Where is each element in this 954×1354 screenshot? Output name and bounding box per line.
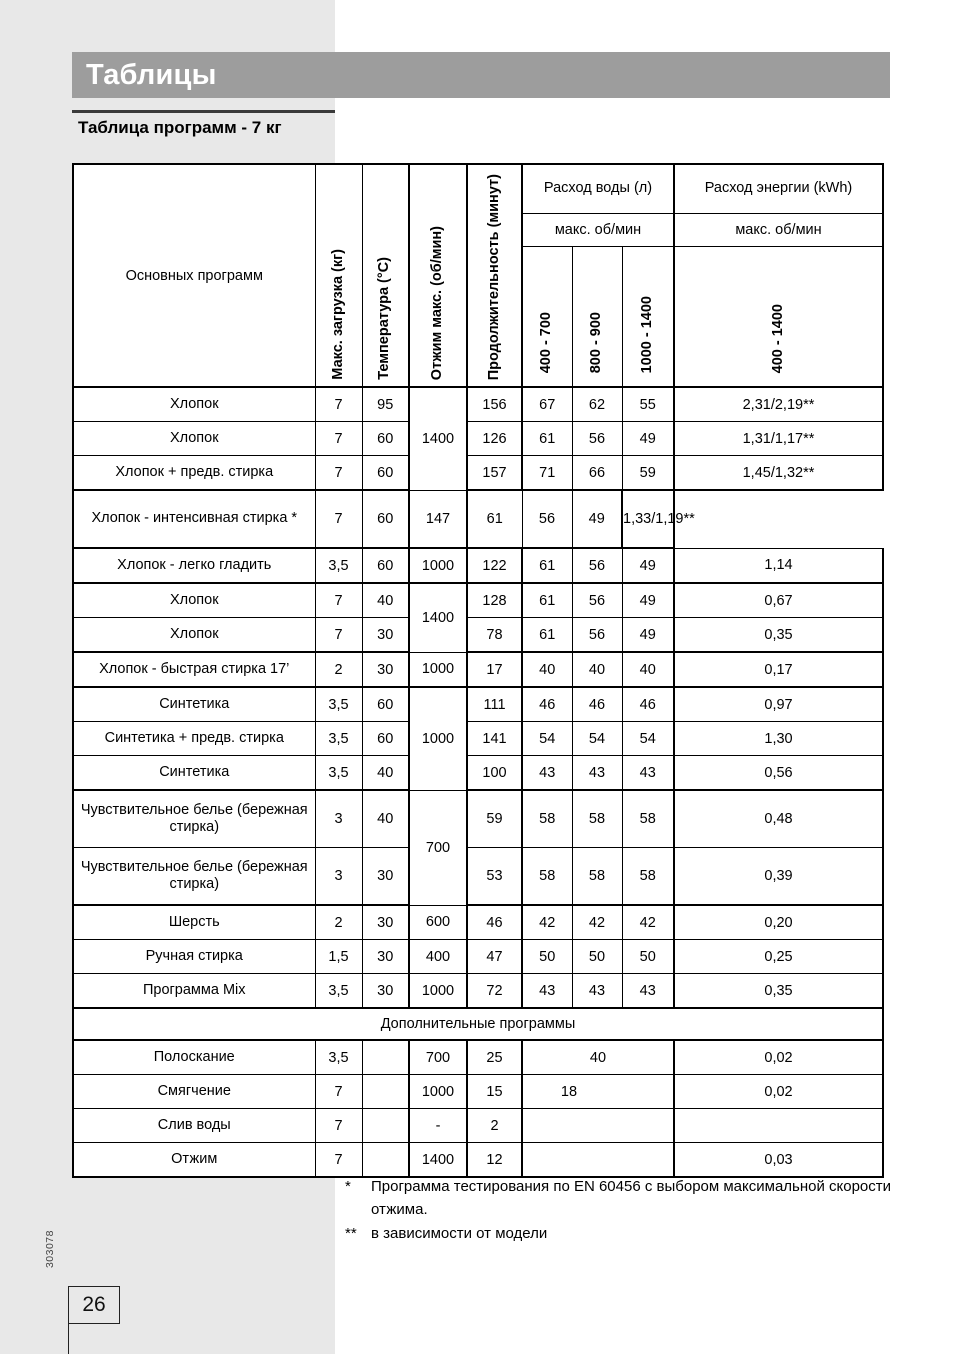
row-name: Хлопок - быстрая стирка 17’ xyxy=(73,652,315,687)
table-row xyxy=(73,790,883,848)
row-water-merged xyxy=(522,1109,674,1143)
extra-programs-header-row xyxy=(73,1008,883,1040)
row-temp: 30 xyxy=(362,618,409,653)
header-water-range-1-label: 400 - 700 xyxy=(538,312,555,374)
footnote-mark: * xyxy=(345,1178,351,1195)
row-water-2: 40 xyxy=(572,652,622,687)
row-water-2: 66 xyxy=(572,456,622,491)
row-energy xyxy=(674,1109,883,1143)
row-energy: 0,02 xyxy=(674,1075,883,1109)
row-load: 1,5 xyxy=(315,940,362,974)
row-temp: 40 xyxy=(362,756,409,791)
row-load: 7 xyxy=(315,618,362,653)
row-temp: 40 xyxy=(362,583,409,618)
document-code: 303078 xyxy=(44,1230,56,1269)
row-load: 7 xyxy=(315,490,362,548)
row-energy: 0,56 xyxy=(674,756,883,791)
row-energy: 0,35 xyxy=(674,618,883,653)
row-spin: 1400 xyxy=(409,1143,467,1178)
row-name: Ручная стирка xyxy=(73,940,315,974)
row-name: Отжим xyxy=(73,1143,315,1178)
row-duration: 157 xyxy=(467,456,522,491)
row-water-merged: 40 xyxy=(522,1040,674,1075)
header-programs: Основных программ xyxy=(73,164,315,387)
footnote-item xyxy=(345,1223,905,1246)
row-name: Хлопок - интенсивная стирка * xyxy=(73,490,315,548)
row-duration: 122 xyxy=(467,548,522,583)
table-row xyxy=(73,905,883,940)
table-row xyxy=(73,722,883,756)
table-row xyxy=(73,687,883,722)
row-water-2: 54 xyxy=(572,722,622,756)
row-water-2: 56 xyxy=(572,548,622,583)
row-water-3: 55 xyxy=(622,387,674,422)
header-water-range-2 xyxy=(572,247,622,388)
row-water-3: 49 xyxy=(622,548,674,583)
row-temp xyxy=(362,1143,409,1178)
footnote-item xyxy=(345,1176,905,1221)
row-water-3: 40 xyxy=(622,652,674,687)
chapter-title-bar xyxy=(72,52,890,98)
row-name: Чувствительное белье (бережная стирка) xyxy=(73,790,315,848)
program-table-wrapper xyxy=(72,163,882,1178)
table-row xyxy=(73,456,883,491)
row-energy: 0,03 xyxy=(674,1143,883,1178)
row-duration: 46 xyxy=(467,905,522,940)
row-load: 3 xyxy=(315,790,362,848)
row-temp xyxy=(362,1075,409,1109)
row-name: Хлопок xyxy=(73,583,315,618)
row-name: Полоскание xyxy=(73,1040,315,1075)
row-temp: 60 xyxy=(362,456,409,491)
row-temp: 60 xyxy=(362,422,409,456)
row-water-3: 43 xyxy=(622,974,674,1009)
row-water-1: 43 xyxy=(522,974,572,1009)
row-water-2: 42 xyxy=(572,905,622,940)
row-water-2: 43 xyxy=(572,974,622,1009)
row-name: Хлопок + предв. стирка xyxy=(73,456,315,491)
row-load: 2 xyxy=(315,905,362,940)
row-name: Хлопок xyxy=(73,422,315,456)
row-temp: 60 xyxy=(362,687,409,722)
row-load: 3,5 xyxy=(315,974,362,1009)
row-water-3: 50 xyxy=(622,940,674,974)
row-name: Слив воды xyxy=(73,1109,315,1143)
row-water-3: 42 xyxy=(622,905,674,940)
row-load: 7 xyxy=(315,1143,362,1178)
row-water-2: 62 xyxy=(572,387,622,422)
row-name: Программа Mix xyxy=(73,974,315,1009)
row-duration: 128 xyxy=(467,583,522,618)
row-water-3: 58 xyxy=(622,848,674,906)
row-load: 2 xyxy=(315,652,362,687)
table-row xyxy=(73,1040,883,1075)
chapter-title: Таблицы xyxy=(86,58,217,91)
row-water-2: 58 xyxy=(572,848,622,906)
row-energy: 0,48 xyxy=(674,790,883,848)
row-name: Смягчение xyxy=(73,1075,315,1109)
row-temp: 30 xyxy=(362,652,409,687)
row-spin: - xyxy=(409,1109,467,1143)
table-row xyxy=(73,1109,883,1143)
row-spin: 700 xyxy=(409,1040,467,1075)
row-water-3: 49 xyxy=(572,490,622,548)
row-water-1: 42 xyxy=(522,905,572,940)
row-load: 3,5 xyxy=(315,1040,362,1075)
row-temp: 60 xyxy=(362,722,409,756)
header-energy-range-1-label: 400 - 1400 xyxy=(769,304,786,374)
footnote-text: в зависимости от модели xyxy=(371,1225,548,1242)
row-temp: 40 xyxy=(362,790,409,848)
table-row xyxy=(73,1075,883,1109)
row-duration: 78 xyxy=(467,618,522,653)
page-number-tail xyxy=(68,1322,69,1354)
row-load: 7 xyxy=(315,456,362,491)
row-water-merged xyxy=(522,1143,674,1178)
row-duration: 126 xyxy=(467,422,522,456)
row-water-1: 61 xyxy=(522,618,572,653)
header-duration xyxy=(467,164,522,387)
row-temp: 60 xyxy=(362,490,409,548)
row-spin: 1000 xyxy=(409,652,467,687)
row-water-3: 49 xyxy=(622,422,674,456)
table-header-row-1 xyxy=(73,164,883,214)
row-duration: 25 xyxy=(467,1040,522,1075)
row-temp: 95 xyxy=(362,387,409,422)
row-name: Хлопок xyxy=(73,618,315,653)
row-water-3: 59 xyxy=(622,456,674,491)
row-name: Хлопок xyxy=(73,387,315,422)
row-water-2: 56 xyxy=(522,490,572,548)
header-duration-label: Продолжительность (минут) xyxy=(485,173,502,380)
table-row xyxy=(73,652,883,687)
table-row xyxy=(73,940,883,974)
header-temperature xyxy=(362,164,409,387)
row-load: 7 xyxy=(315,583,362,618)
row-energy: 1,33/1,19** xyxy=(622,490,674,548)
row-name: Синтетика xyxy=(73,756,315,791)
header-energy-group: Расход энергии (kWh) xyxy=(674,164,883,214)
row-name: Синтетика xyxy=(73,687,315,722)
row-water-1: 43 xyxy=(522,756,572,791)
row-duration: 12 xyxy=(467,1143,522,1178)
row-water-1: 61 xyxy=(522,548,572,583)
row-water-1: 40 xyxy=(522,652,572,687)
row-water-merged: 18 xyxy=(522,1075,674,1109)
row-water-3: 58 xyxy=(622,790,674,848)
row-duration: 2 xyxy=(467,1109,522,1143)
table-row xyxy=(73,422,883,456)
row-water-2: 56 xyxy=(572,583,622,618)
row-energy: 0,67 xyxy=(674,583,883,618)
row-name: Синтетика + предв. стирка xyxy=(73,722,315,756)
row-water-3: 46 xyxy=(622,687,674,722)
row-temp: 30 xyxy=(362,905,409,940)
row-duration: 141 xyxy=(467,722,522,756)
table-row xyxy=(73,756,883,791)
row-water-1: 67 xyxy=(522,387,572,422)
row-spin: 1000 xyxy=(409,974,467,1009)
row-temp: 30 xyxy=(362,848,409,906)
row-duration: 15 xyxy=(467,1075,522,1109)
row-energy: 0,02 xyxy=(674,1040,883,1075)
row-water-2: 46 xyxy=(572,687,622,722)
row-temp: 60 xyxy=(362,548,409,583)
row-water-2: 56 xyxy=(572,422,622,456)
footnote-text: Программа тестирования по EN 60456 с выбором максимальной скорости отжима. xyxy=(371,1178,892,1218)
row-energy: 1,14 xyxy=(674,548,883,583)
row-spin-group: 1000 xyxy=(409,687,467,790)
row-water-1: 54 xyxy=(522,722,572,756)
row-temp: 30 xyxy=(362,940,409,974)
row-energy: 0,25 xyxy=(674,940,883,974)
row-name: Хлопок - легко гладить xyxy=(73,548,315,583)
row-load: 3 xyxy=(315,848,362,906)
table-row xyxy=(73,974,883,1009)
table-row xyxy=(73,618,883,653)
row-name: Чувствительное белье (бережная стирка) xyxy=(73,848,315,906)
header-spin xyxy=(409,164,467,387)
title-divider xyxy=(72,110,335,113)
row-load: 3,5 xyxy=(315,722,362,756)
extra-programs-label: Дополнительные программы xyxy=(73,1008,883,1040)
row-energy: 0,97 xyxy=(674,687,883,722)
row-water-3: 49 xyxy=(622,583,674,618)
row-water-1: 61 xyxy=(522,583,572,618)
row-temp: 30 xyxy=(362,974,409,1009)
row-spin-group: 700 xyxy=(409,790,467,905)
header-water-range-2-label: 800 - 900 xyxy=(588,312,605,374)
row-water-2: 50 xyxy=(572,940,622,974)
row-name: Шерсть xyxy=(73,905,315,940)
table-subtitle: Таблица программ - 7 кг xyxy=(78,118,282,137)
row-energy: 2,31/2,19** xyxy=(674,387,883,422)
row-spin: 1000 xyxy=(409,548,467,583)
row-load: 3,5 xyxy=(315,687,362,722)
row-water-1: 58 xyxy=(522,790,572,848)
row-energy: 1,30 xyxy=(674,722,883,756)
row-water-1: 71 xyxy=(522,456,572,491)
row-duration: 156 xyxy=(467,387,522,422)
row-temp xyxy=(362,1040,409,1075)
row-water-1: 61 xyxy=(522,422,572,456)
header-water-range-3 xyxy=(622,247,674,388)
header-water-range-1 xyxy=(522,247,572,388)
table-row xyxy=(73,548,883,583)
header-max-load xyxy=(315,164,362,387)
row-water-3: 49 xyxy=(622,618,674,653)
header-energy-sub: макс. об/мин xyxy=(674,214,883,247)
table-row xyxy=(73,387,883,422)
header-temperature-label: Температура (°C) xyxy=(376,257,393,380)
row-energy: 0,20 xyxy=(674,905,883,940)
row-load: 7 xyxy=(315,1109,362,1143)
row-spin-group: 1400 xyxy=(409,387,467,490)
row-duration: 100 xyxy=(467,756,522,791)
row-load: 3,5 xyxy=(315,756,362,791)
footnotes xyxy=(345,1176,905,1248)
header-energy-range-1 xyxy=(674,247,883,388)
row-duration: 17 xyxy=(467,652,522,687)
row-energy: 1,45/1,32** xyxy=(674,456,883,491)
row-water-1: 46 xyxy=(522,687,572,722)
page-number-box: 26 xyxy=(68,1286,120,1324)
row-spin-group: 1400 xyxy=(409,583,467,652)
row-water-1: 50 xyxy=(522,940,572,974)
row-water-1: 61 xyxy=(467,490,522,548)
row-spin: 600 xyxy=(409,905,467,940)
header-water-group: Расход воды (л) xyxy=(522,164,674,214)
row-water-2: 56 xyxy=(572,618,622,653)
table-row xyxy=(73,1143,883,1178)
row-spin: 400 xyxy=(409,940,467,974)
table-row xyxy=(73,490,883,548)
row-energy: 0,17 xyxy=(674,652,883,687)
row-duration: 147 xyxy=(409,490,467,548)
row-water-2: 43 xyxy=(572,756,622,791)
program-table xyxy=(72,163,884,1178)
header-water-range-3-label: 1000 - 1400 xyxy=(638,296,655,374)
row-water-3: 54 xyxy=(622,722,674,756)
row-load: 7 xyxy=(315,1075,362,1109)
row-load: 7 xyxy=(315,422,362,456)
header-max-load-label: Макс. загрузка (кг) xyxy=(329,249,346,380)
row-load: 7 xyxy=(315,387,362,422)
table-row xyxy=(73,583,883,618)
footnote-mark: ** xyxy=(345,1225,357,1242)
header-water-sub: макс. об/мин xyxy=(522,214,674,247)
row-spin: 1000 xyxy=(409,1075,467,1109)
row-load: 3,5 xyxy=(315,548,362,583)
row-water-3: 43 xyxy=(622,756,674,791)
row-energy: 0,35 xyxy=(674,974,883,1009)
row-duration: 53 xyxy=(467,848,522,906)
row-duration: 72 xyxy=(467,974,522,1009)
table-row xyxy=(73,848,883,906)
row-duration: 111 xyxy=(467,687,522,722)
header-spin-label: Отжим макс. (об/мин) xyxy=(429,225,446,380)
row-duration: 59 xyxy=(467,790,522,848)
row-duration: 47 xyxy=(467,940,522,974)
row-water-2: 58 xyxy=(572,790,622,848)
row-temp xyxy=(362,1109,409,1143)
row-energy: 1,31/1,17** xyxy=(674,422,883,456)
row-energy: 0,39 xyxy=(674,848,883,906)
row-water-1: 58 xyxy=(522,848,572,906)
